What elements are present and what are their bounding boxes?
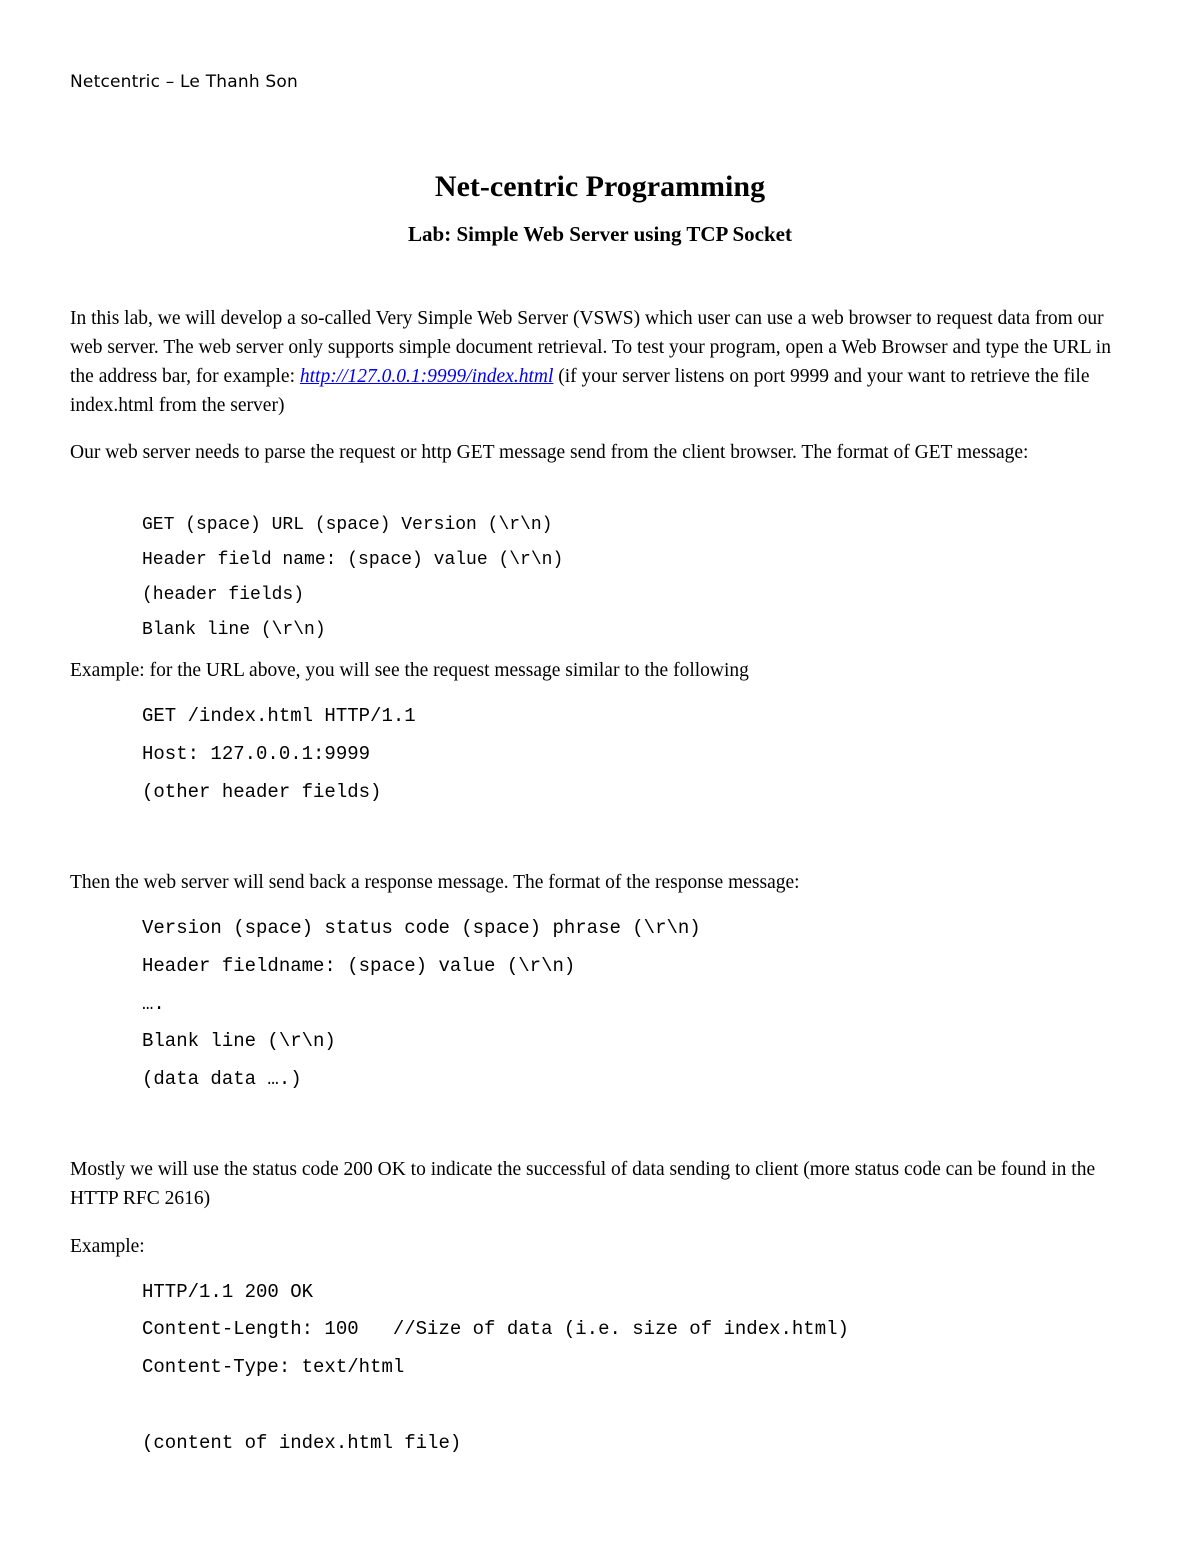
status-code-paragraph: Mostly we will use the status code 200 OK to indicate the successful of data sending to client (more status code can be found in the HTTP RFC 2616) [70,1159,1096,1209]
response-format-line: Version (space) status code (space) phrase (\r\n) [142,917,701,939]
example-url-link[interactable]: http://127.0.0.1:9999/index.html [299,366,554,387]
document-subtitle: Lab: Simple Web Server using TCP Socket [408,222,792,246]
document-title: Net-centric Programming [434,170,766,203]
response-message-paragraph: Then the web server will send back a response message. The format of the response message: [70,872,800,893]
get-message-paragraph: Our web server needs to parse the request or http GET message send from the client browser. The format of GET message: [70,442,1029,463]
response-example-line: HTTP/1.1 200 OK [142,1281,314,1303]
response-format-line: …. [142,993,165,1015]
request-example-line: (other header fields) [142,781,382,803]
response-format-line: Header fieldname: (space) value (\r\n) [142,955,576,977]
get-format-line: Blank line (\r\n) [142,620,326,640]
intro-text-before-link: In this lab, we will develop a so-called Very Simple Web Server (VSWS) which user can use a web browser to request data from our web server. The web server only supports simple document retrieval. To test your program, open a Web Browser and type the URL in the address bar, for example: [70,308,1111,387]
response-format-line: Blank line (\r\n) [142,1030,336,1052]
request-example-paragraph: Example: for the URL above, you will see the request message similar to the following [70,660,749,681]
intro-text-after-link: (if your server listens on port 9999 and your want to retrieve the file index.html from the server) [70,366,1090,416]
get-format-line: Header field name: (space) value (\r\n) [142,550,564,570]
page-header-author: Netcentric – Le Thanh Son [70,72,298,92]
intro-paragraph [70,304,1130,420]
response-example-label: Example: [70,1236,145,1257]
response-example-line: (content of index.html file) [142,1432,462,1454]
response-example-line: Content-Type: text/html [142,1356,405,1378]
get-format-line: (header fields) [142,585,305,605]
get-format-line: GET (space) URL (space) Version (\r\n) [142,515,553,535]
request-example-line: Host: 127.0.0.1:9999 [142,743,371,765]
response-example-line: Content-Length: 100 //Size of data (i.e. size of index.html) [142,1318,849,1340]
request-example-line: GET /index.html HTTP/1.1 [142,705,416,727]
response-format-line: (data data ….) [142,1068,302,1090]
